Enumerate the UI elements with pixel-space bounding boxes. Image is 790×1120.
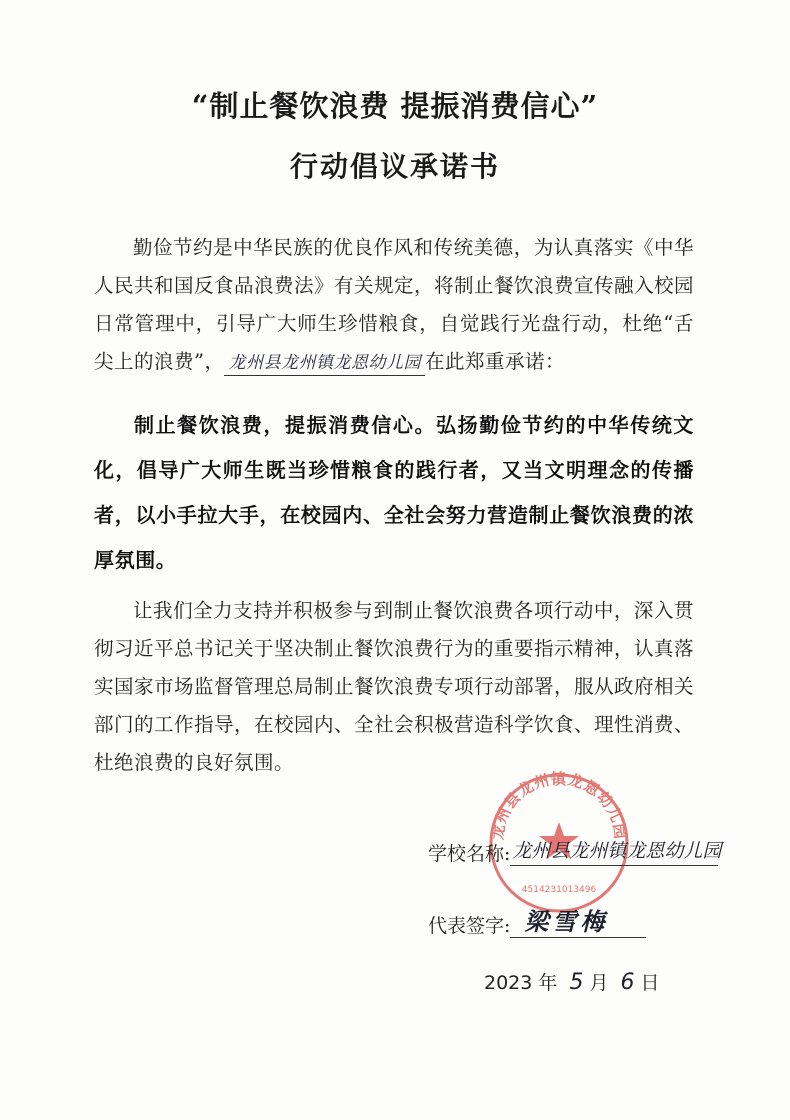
- date-year-unit: 年: [538, 972, 558, 994]
- representative-row: [428, 902, 646, 938]
- seal-text: 龙州县龙州镇龙恩幼儿园: [488, 770, 630, 841]
- document-title-line1: “制止餐饮浪费 提振消费信心”: [191, 89, 599, 123]
- paragraph-intro: [94, 229, 694, 381]
- handwritten-school-name: 龙州县龙州镇龙恩幼儿园: [224, 351, 425, 376]
- date-day-unit: 日: [640, 972, 660, 994]
- date-month: 5: [569, 970, 584, 995]
- date-day: 6: [620, 970, 635, 995]
- school-name-signature: 龙州县龙州镇龙恩幼儿园: [510, 836, 718, 866]
- school-name-row: [428, 836, 722, 866]
- paragraph-action: 让我们全力支持并积极参与到制止餐饮浪费各项行动中，深入贯彻习近平总书记关于坚决制止餐饮浪费行为的重要指示精神，认真落实国家市场监督管理总局制止餐饮浪费专项行动部署，服从政府相关部门的工作指导，在校园内、全社会积极营造科学饮食、理性消费、杜绝浪费的良好氛围。: [94, 599, 695, 774]
- date-year: 2023: [484, 972, 533, 994]
- paragraph-commitment: 制止餐饮浪费，提振消费信心。弘扬勤俭节约的中华传统文化，倡导广大师生既当珍惜粮食的践行者，又当文明理念的传播者，以小手拉大手，在校园内、全社会努力营造制止餐饮浪费的浓厚氛围。: [94, 413, 694, 572]
- seal-number: 4514231013496: [521, 885, 597, 895]
- representative-signature: 梁雪梅: [510, 902, 646, 938]
- date-month-unit: 月: [589, 972, 609, 994]
- document-title-line2: 行动倡议承诺书: [289, 150, 500, 183]
- intro-text: 勤俭节约是中华民族的优良作风和传统美德，为认真落实《中华人民共和国反食品浪费法》有关规定，将制止餐饮浪费宣传融入校园日常管理中，引导广大师生珍惜粮食，自觉践行光盘行动，杜绝“舌尖上的浪费”，: [94, 236, 695, 373]
- school-name-label: 学校名称:: [428, 843, 511, 865]
- intro-text-end: 在此郑重承诺：: [424, 350, 565, 373]
- signing-date: [484, 968, 660, 995]
- representative-label: 代表签字:: [428, 915, 511, 937]
